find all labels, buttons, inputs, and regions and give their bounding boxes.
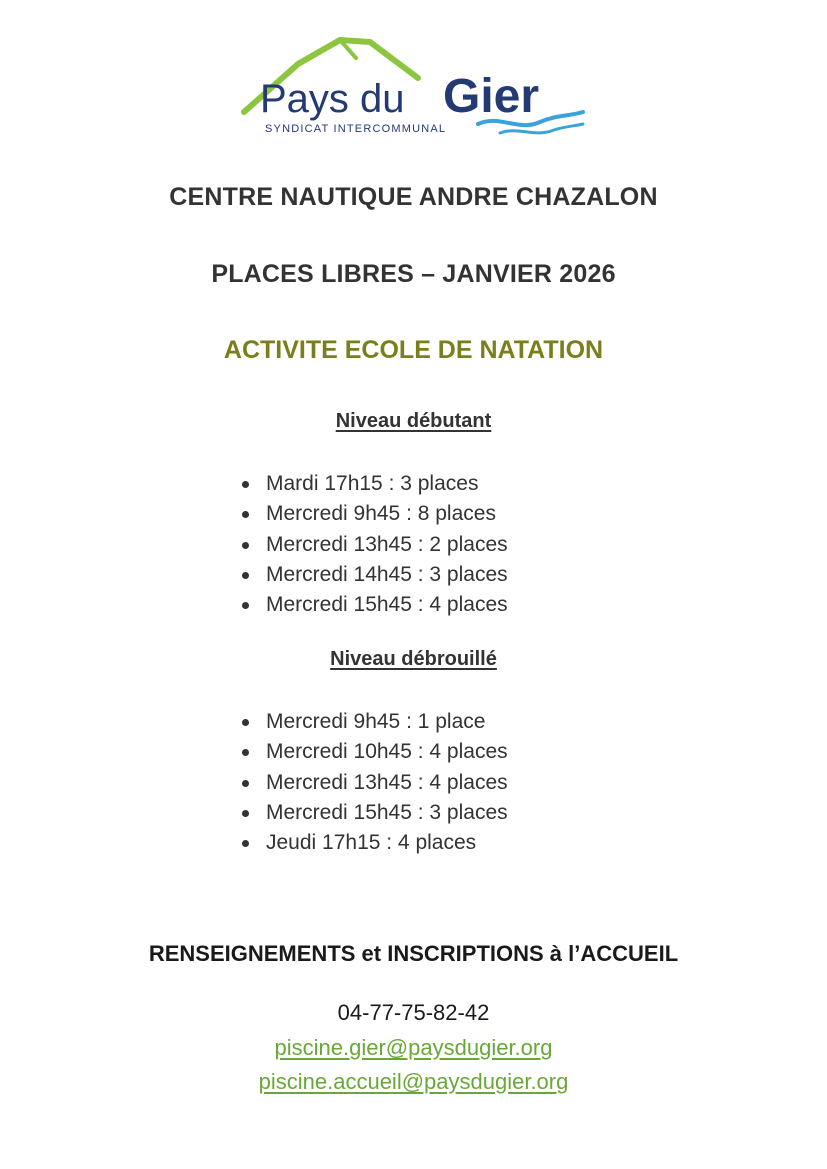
- slot-text: Mercredi 9h45 : 1 place: [266, 710, 486, 733]
- list-item: [240, 499, 508, 529]
- list-item: [240, 798, 508, 828]
- list-item: [240, 530, 508, 560]
- bullet-icon: [242, 481, 249, 488]
- bullet-icon: [242, 810, 249, 817]
- list-item: [240, 469, 508, 499]
- phone-number: 04-77-75-82-42: [337, 1000, 490, 1025]
- contact-info-heading: RENSEIGNEMENTS et INSCRIPTIONS à l’ACCUEIL: [148, 941, 679, 966]
- email-link-accueil[interactable]: piscine.accueil@paysdugier.org: [258, 1069, 569, 1094]
- bullet-icon: [242, 719, 249, 726]
- bullet-icon: [242, 840, 249, 847]
- bullet-icon: [242, 511, 249, 518]
- logo-tagline: SYNDICAT INTERCOMMUNAL: [265, 123, 447, 135]
- bullet-icon: [242, 542, 249, 549]
- pays-du-gier-logo: [238, 34, 588, 140]
- logo-brand-left: Pays du: [260, 77, 405, 121]
- subtitle-heading: PLACES LIBRES – JANVIER 2026: [211, 260, 616, 288]
- list-item: [240, 768, 508, 798]
- bullet-icon: [242, 749, 249, 756]
- center-name-heading: CENTRE NAUTIQUE ANDRE CHAZALON: [169, 183, 658, 211]
- logo-brand-right: Gier: [443, 70, 540, 123]
- slot-text: Mercredi 14h45 : 3 places: [266, 562, 508, 586]
- slot-text: Mercredi 13h45 : 4 places: [266, 770, 508, 794]
- email-row-1: [0, 1035, 827, 1061]
- slot-text: Mardi 17h15 : 3 places: [266, 472, 479, 495]
- list-item: [240, 590, 508, 620]
- slot-text: Jeudi 17h15 : 4 places: [266, 831, 477, 855]
- email-row-2: [0, 1069, 827, 1095]
- slot-list-debutant: [240, 469, 508, 620]
- slot-text: Mercredi 10h45 : 4 places: [266, 740, 508, 764]
- bullet-icon: [242, 572, 249, 579]
- level-title-debutant: Niveau débutant: [335, 410, 492, 432]
- list-item: [240, 828, 508, 858]
- activity-heading: ACTIVITE ECOLE DE NATATION: [223, 336, 604, 364]
- level-title-debrouille: Niveau débrouillé: [330, 648, 497, 670]
- slot-text: Mercredi 9h45 : 8 places: [266, 502, 496, 526]
- bullet-icon: [242, 780, 249, 787]
- slot-list-debrouille: [240, 707, 508, 858]
- slot-text: Mercredi 15h45 : 4 places: [266, 593, 508, 617]
- slot-text: Mercredi 13h45 : 2 places: [266, 532, 508, 556]
- email-link-gier[interactable]: piscine.gier@paysdugier.org: [274, 1035, 553, 1060]
- list-item: [240, 737, 508, 767]
- bullet-icon: [242, 602, 249, 609]
- slot-text: Mercredi 15h45 : 3 places: [266, 800, 508, 824]
- list-item: [240, 560, 508, 590]
- logo-graphic: [238, 34, 588, 140]
- list-item: [240, 707, 508, 737]
